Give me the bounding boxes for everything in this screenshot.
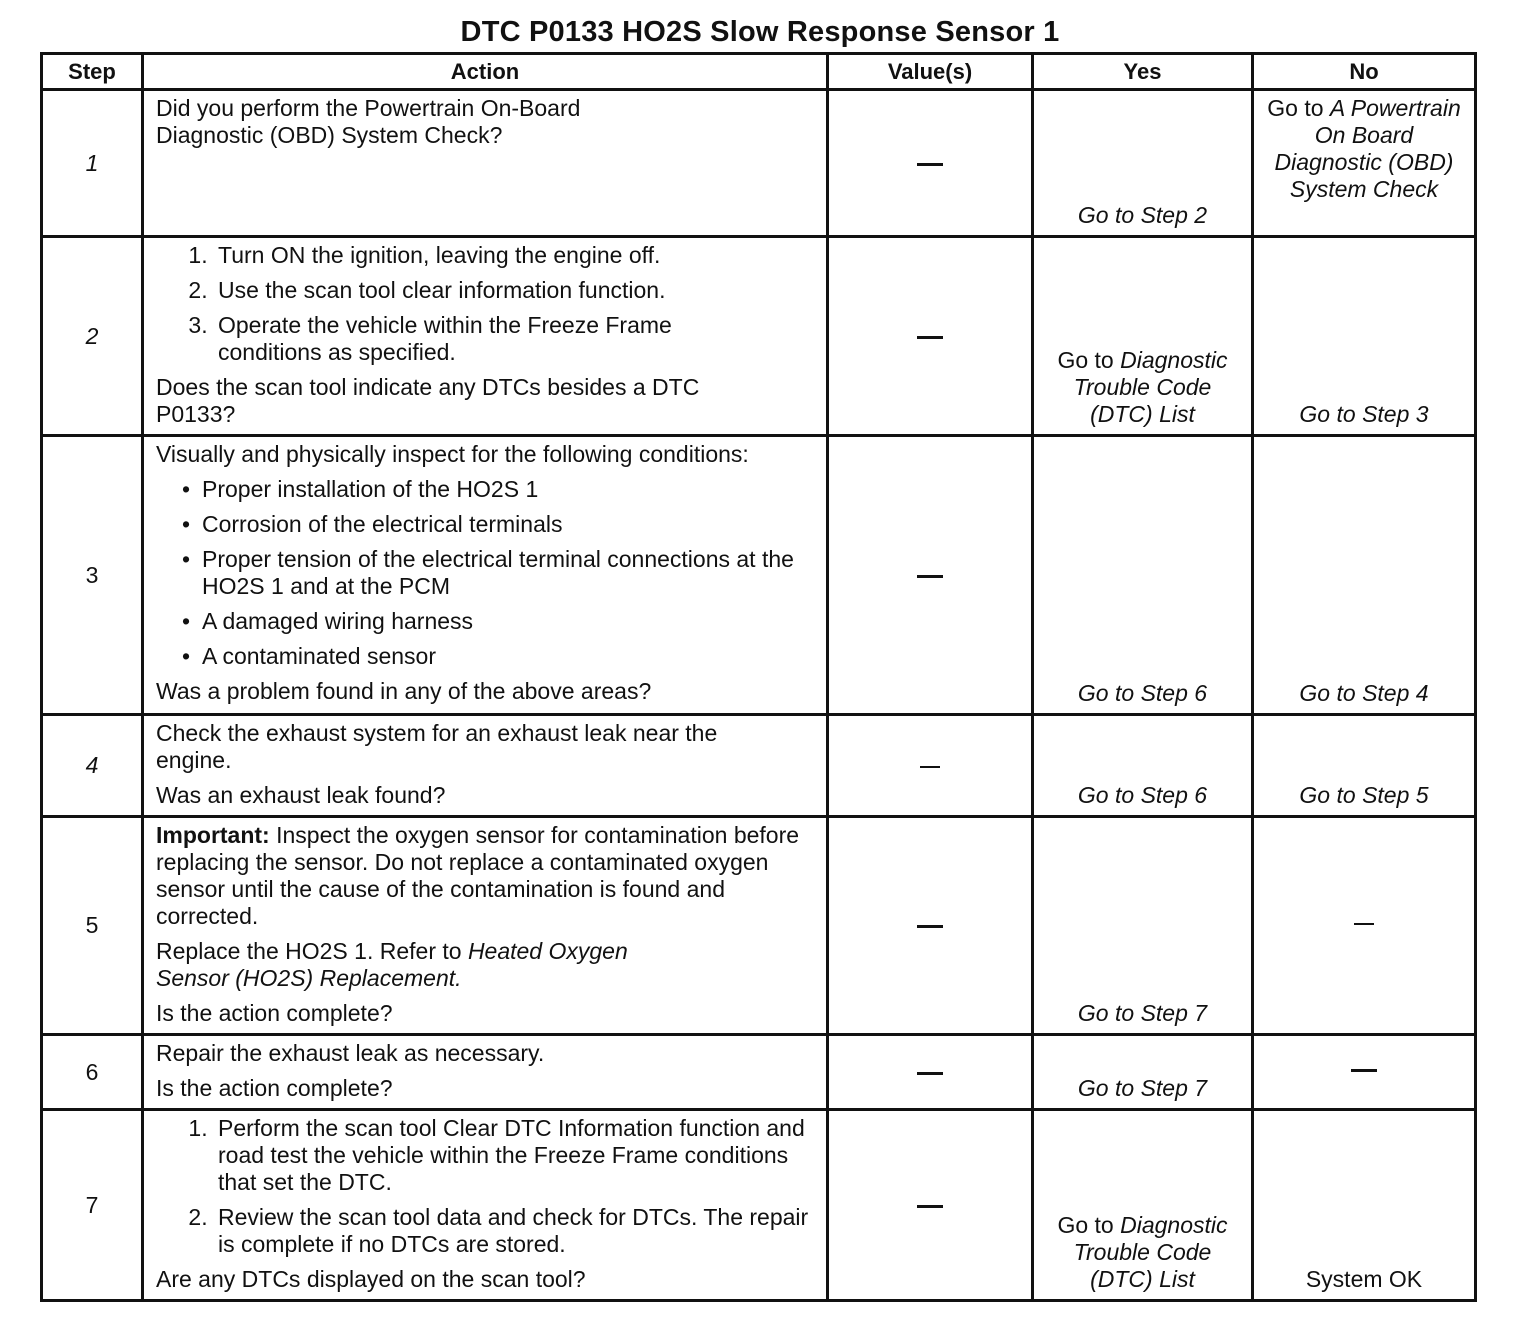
no-cell: [1253, 436, 1476, 715]
value-cell: [828, 1110, 1033, 1301]
action-text: Check the exhaust system for an exhaust leak near the engine.: [156, 720, 718, 773]
important-note: [156, 822, 816, 930]
yes-text: Go to Step 2: [1077, 202, 1208, 228]
step-number: 6: [42, 1035, 143, 1110]
action-text: Repair the exhaust leak as necessary.: [156, 1040, 545, 1066]
no-dash: [1354, 923, 1374, 925]
value-dash: [920, 766, 940, 768]
list-item: 3. Operate the vehicle within the Freeze Frame conditions as specified.: [214, 312, 816, 366]
table-row-step-7: [42, 1110, 1476, 1301]
action-question: Does the scan tool indicate any DTCs besides a DTC P0133?: [156, 374, 700, 427]
action-list: [156, 1115, 816, 1258]
value-cell: [828, 1035, 1033, 1110]
value-cell: [828, 90, 1033, 237]
table-row-step-5: [42, 817, 1476, 1035]
action-question: Is the action complete?: [156, 1075, 393, 1101]
header-step: Step: [42, 54, 143, 90]
action-text: Did you perform the Powertrain On-Board Diagnostic (OBD) System Check?: [156, 95, 581, 148]
no-dash: [1351, 1069, 1377, 1072]
condition-list: [156, 476, 816, 670]
list-item: 1. Perform the scan tool Clear DTC Information function and road test the vehicle within the Freeze Frame conditions that set the DTC.: [214, 1115, 816, 1196]
value-dash: [917, 925, 943, 928]
table-row-step-2: [42, 237, 1476, 436]
action-cell: [143, 237, 828, 436]
yes-cell: [1033, 817, 1253, 1035]
no-reference: A Powertrain On Board Diagnostic (OBD) System Check: [1274, 95, 1461, 202]
header-values: Value(s): [828, 54, 1033, 90]
step-number: 7: [42, 1110, 143, 1301]
table-row-step-3: [42, 436, 1476, 715]
page-title: DTC P0133 HO2S Slow Response Sensor 1: [460, 16, 1060, 48]
list-item: • A damaged wiring harness: [202, 608, 816, 635]
action-question: Are any DTCs displayed on the scan tool?: [156, 1266, 586, 1292]
no-cell: [1253, 237, 1476, 436]
no-text: Go to Step 4: [1299, 680, 1429, 706]
header-row: [42, 54, 1476, 90]
step-number: 4: [42, 715, 143, 817]
action-cell: [143, 90, 828, 237]
yes-text: Go to Step 7: [1077, 1000, 1208, 1026]
step-number: 5: [42, 817, 143, 1035]
yes-cell: [1033, 1110, 1253, 1301]
no-text: Go to Step 3: [1299, 401, 1429, 427]
replace-prefix: Replace the HO2S 1. Refer to: [156, 938, 468, 964]
yes-reference: Diagnostic Trouble Code (DTC) List: [1073, 1212, 1228, 1292]
replace-instruction: [156, 938, 816, 992]
action-cell: [143, 817, 828, 1035]
no-cell: [1253, 90, 1476, 237]
diagnostic-table: [40, 52, 1477, 1302]
step-number: 3: [42, 436, 143, 715]
no-prefix: Go to: [1267, 95, 1330, 121]
action-list: [156, 242, 816, 366]
value-dash: [917, 575, 943, 578]
yes-prefix: Go to: [1057, 347, 1121, 373]
replace-reference: Heated Oxygen Sensor (HO2S) Replacement.: [156, 938, 628, 991]
value-cell: [828, 715, 1033, 817]
list-item: • A contaminated sensor: [202, 643, 816, 670]
important-label: Important:: [156, 822, 270, 848]
value-cell: [828, 237, 1033, 436]
yes-text: Go to Step 6: [1077, 680, 1208, 706]
action-question: Is the action complete?: [156, 1000, 393, 1026]
important-text: Inspect the oxygen sensor for contamination before replacing the sensor. Do not replace a contaminated oxygen sensor until the cause of the contamination is found and corrected.: [156, 822, 800, 929]
no-cell: [1253, 715, 1476, 817]
yes-text: Go to Step 6: [1077, 782, 1208, 808]
header-action: Action: [143, 54, 828, 90]
value-dash: [917, 336, 943, 339]
header-yes: Yes: [1033, 54, 1253, 90]
list-item: 2. Use the scan tool clear information function.: [214, 277, 816, 304]
action-intro: Visually and physically inspect for the following conditions:: [156, 441, 749, 467]
value-dash: [917, 1205, 943, 1208]
no-cell: [1253, 1110, 1476, 1301]
value-cell: [828, 436, 1033, 715]
action-question: Was a problem found in any of the above areas?: [156, 678, 652, 704]
yes-cell: [1033, 1035, 1253, 1110]
yes-cell: [1033, 237, 1253, 436]
action-cell: [143, 1035, 828, 1110]
action-cell: [143, 436, 828, 715]
yes-cell: [1033, 436, 1253, 715]
list-item: • Proper tension of the electrical terminal connections at the HO2S 1 and at the PCM: [202, 546, 816, 600]
header-no: No: [1253, 54, 1476, 90]
table-row-step-6: [42, 1035, 1476, 1110]
action-cell: [143, 1110, 828, 1301]
no-text: System OK: [1305, 1266, 1423, 1292]
list-item: 2. Review the scan tool data and check for DTCs. The repair is complete if no DTCs are stored.: [214, 1204, 816, 1258]
list-item: • Proper installation of the HO2S 1: [202, 476, 816, 503]
no-cell: [1253, 817, 1476, 1035]
value-cell: [828, 817, 1033, 1035]
list-item: 1. Turn ON the ignition, leaving the engine off.: [214, 242, 816, 269]
value-dash: [917, 1072, 943, 1075]
step-number: 2: [42, 237, 143, 436]
action-question: Was an exhaust leak found?: [156, 782, 446, 808]
no-text: Go to Step 5: [1299, 782, 1429, 808]
yes-reference: Diagnostic Trouble Code (DTC) List: [1073, 347, 1228, 427]
value-dash: [917, 163, 943, 166]
action-cell: [143, 715, 828, 817]
step-number: 1: [42, 90, 143, 237]
list-item: • Corrosion of the electrical terminals: [202, 511, 816, 538]
yes-prefix: Go to: [1057, 1212, 1121, 1238]
yes-cell: [1033, 90, 1253, 237]
yes-cell: [1033, 715, 1253, 817]
yes-text: Go to Step 7: [1077, 1075, 1208, 1101]
table-row-step-1: [42, 90, 1476, 237]
no-cell: [1253, 1035, 1476, 1110]
table-row-step-4: [42, 715, 1476, 817]
